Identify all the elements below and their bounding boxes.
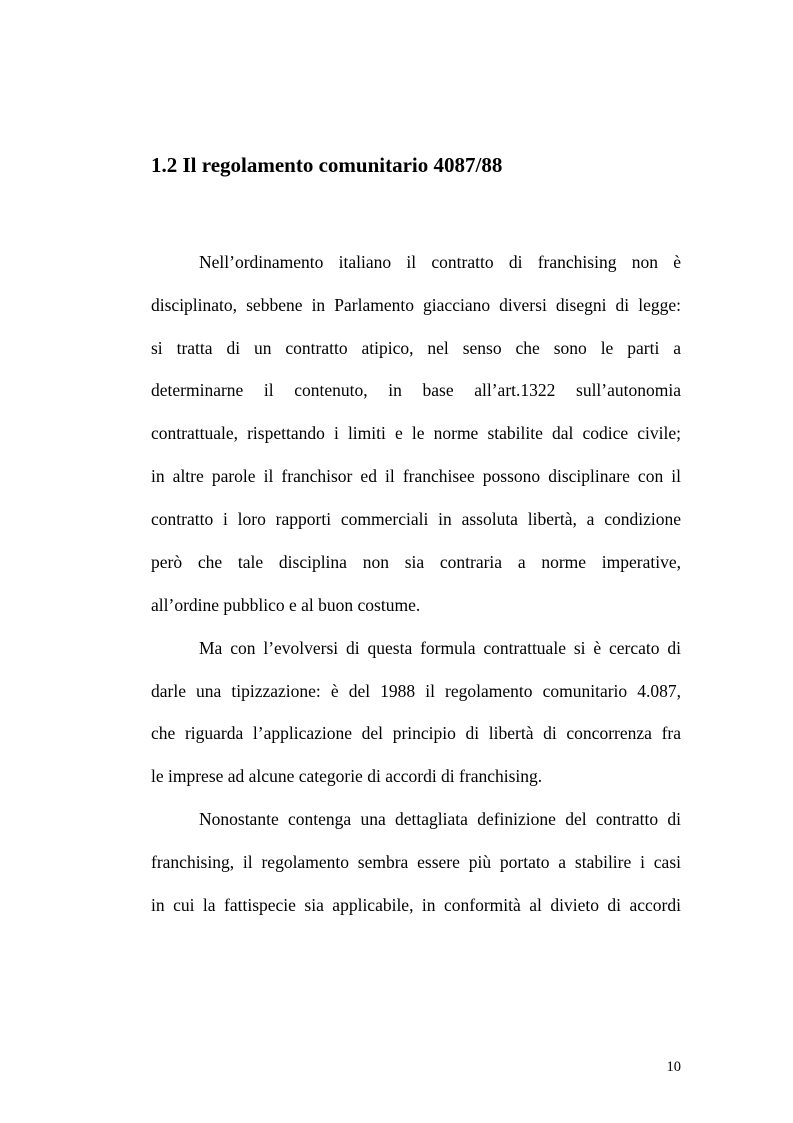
text-line: determinarne il contenuto, in base all’art.1322 sull’autonomia [151, 380, 681, 400]
text-line: all’ordine pubblico e al buon costume. [151, 595, 421, 615]
text-line: contrattuale, rispettando i limiti e le norme stabilite dal codice civile; [151, 423, 681, 443]
text-line: Ma con l’evolversi di questa formula contrattuale si è cercato di [199, 638, 681, 658]
text-line: Nell’ordinamento italiano il contratto di franchising non è [199, 252, 681, 272]
text-line: Nonostante contenga una dettagliata definizione del contratto di [199, 809, 681, 829]
text-line: in altre parole il franchisor ed il franchisee possono disciplinare con il [151, 466, 681, 486]
text-line: in cui la fattispecie sia applicabile, in conformità al divieto di accordi [151, 895, 681, 915]
text-line: disciplinato, sebbene in Parlamento giacciano diversi disegni di legge: [151, 295, 681, 315]
text-line: però che tale disciplina non sia contraria a norme imperative, [151, 552, 681, 572]
section-heading: 1.2 Il regolamento comunitario 4087/88 [151, 153, 503, 177]
text-line: si tratta di un contratto atipico, nel senso che sono le parti a [151, 338, 681, 358]
text-line: contratto i loro rapporti commerciali in assoluta libertà, a condizione [151, 509, 681, 529]
text-line: darle una tipizzazione: è del 1988 il regolamento comunitario 4.087, [151, 681, 681, 701]
text-line: le imprese ad alcune categorie di accordi di franchising. [151, 766, 543, 786]
page-number: 10 [666, 1059, 681, 1075]
text-line: che riguarda l’applicazione del principio di libertà di concorrenza fra [151, 723, 681, 743]
text-line: franchising, il regolamento sembra essere più portato a stabilire i casi [151, 852, 681, 872]
